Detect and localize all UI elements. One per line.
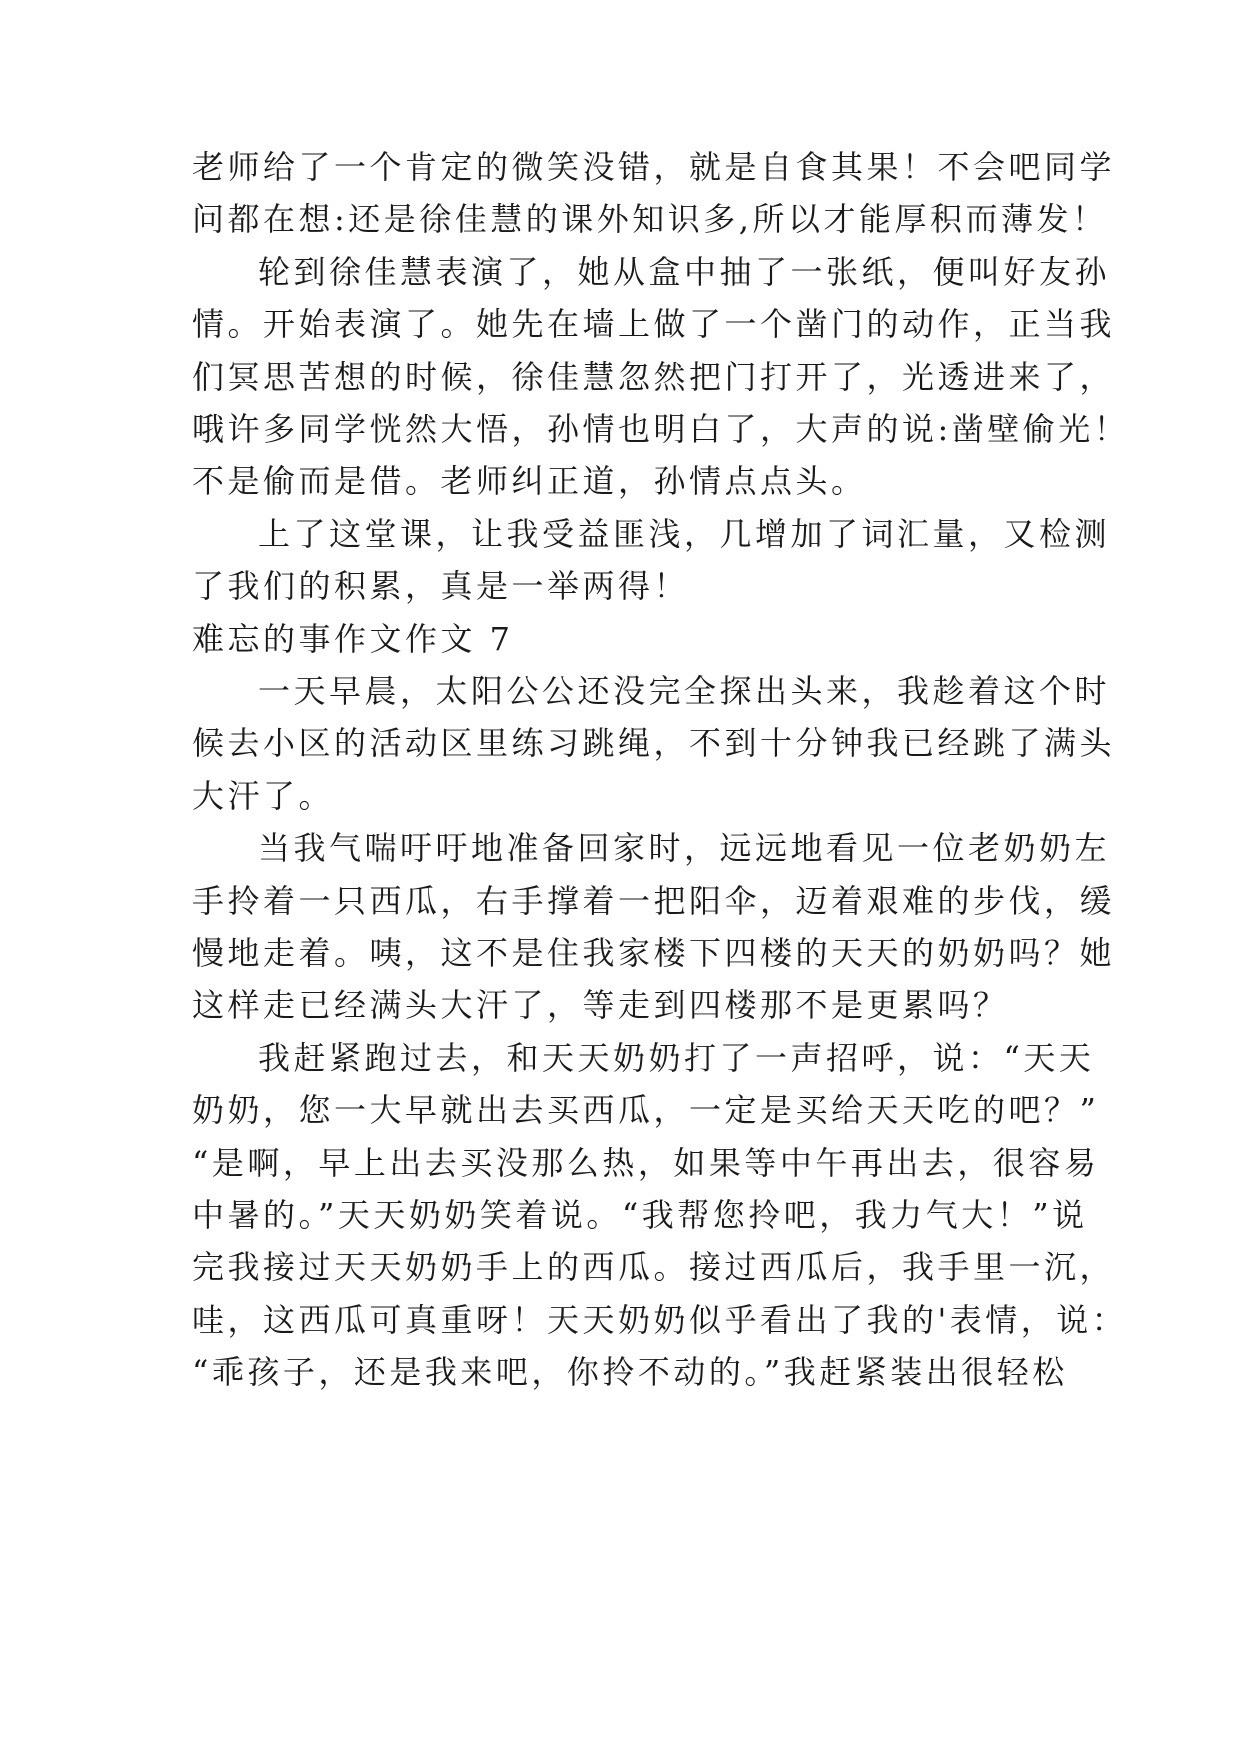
text-line: 候去小区的活动区里练习跳绳，不到十分钟我已经跳了满头 xyxy=(192,724,1116,763)
text-line: 情。开始表演了。她先在墙上做了一个凿门的动作，正当我 xyxy=(192,305,1116,344)
text-line: 老师给了一个肯定的微笑没错，就是自食其果！不会吧同学 xyxy=(192,148,1116,186)
text-line: 们冥思苦想的时候，徐佳慧忽然把门打开了，光透进来了， xyxy=(192,357,1116,396)
text-line: 当我气喘吁吁地准备回家时，远远地看见一位老奶奶左 xyxy=(258,829,1111,868)
text-line: 不是偷而是借。老师纠正道，孙情点点头。 xyxy=(192,462,867,501)
text-line: “乖孩子，还是我来吧，你拎不动的。”我赶紧装出很轻松 xyxy=(192,1353,1068,1392)
text-line: 手拎着一只西瓜，右手撑着一把阳伞，迈着艰难的步伐，缓 xyxy=(192,881,1116,920)
text-line: 难忘的事作文作文 7 xyxy=(192,619,514,658)
text-line: 上了这堂课，让我受益匪浅，几增加了词汇量，又检测 xyxy=(258,514,1111,553)
text-line: 轮到徐佳慧表演了，她从盒中抽了一张纸，便叫好友孙 xyxy=(258,252,1111,291)
text-line: 我赶紧跑过去，和天天奶奶打了一声招呼，说：“天天 xyxy=(258,1038,1095,1077)
text-line: “是啊，早上出去买没那么热，如果等中午再出去，很容易 xyxy=(192,1143,1100,1182)
text-line: 大汗了。 xyxy=(192,776,335,815)
text-line: 哦许多同学恍然大悟，孙情也明白了，大声的说:凿壁偷光！ xyxy=(192,410,1130,448)
text-line: 了我们的积累，真是一举两得！ xyxy=(192,567,690,606)
text-line: 问都在想:还是徐佳慧的课外知识多,所以才能厚积而薄发！ xyxy=(192,200,1108,239)
text-line: 奶奶，您一大早就出去买西瓜，一定是买给天天吃的吧？” xyxy=(192,1091,1100,1130)
text-line: 这样走已经满头大汗了，等走到四楼那不是更累吗？ xyxy=(192,986,1009,1025)
text-line: 慢地走着。咦，这不是住我家楼下四楼的天天的奶奶吗？她 xyxy=(192,934,1116,972)
text-line: 中暑的。”天天奶奶笑着说。“我帮您拎吧，我力气大！”说 xyxy=(192,1196,1088,1234)
text-line: 一天早晨，太阳公公还没完全探出头来，我趁着这个时 xyxy=(258,672,1111,710)
text-line: 完我接过天天奶奶手上的西瓜。接过西瓜后，我手里一沉， xyxy=(192,1248,1116,1287)
text-line: 哇，这西瓜可真重呀！天天奶奶似乎看出了我的'表情，说： xyxy=(192,1300,1128,1339)
